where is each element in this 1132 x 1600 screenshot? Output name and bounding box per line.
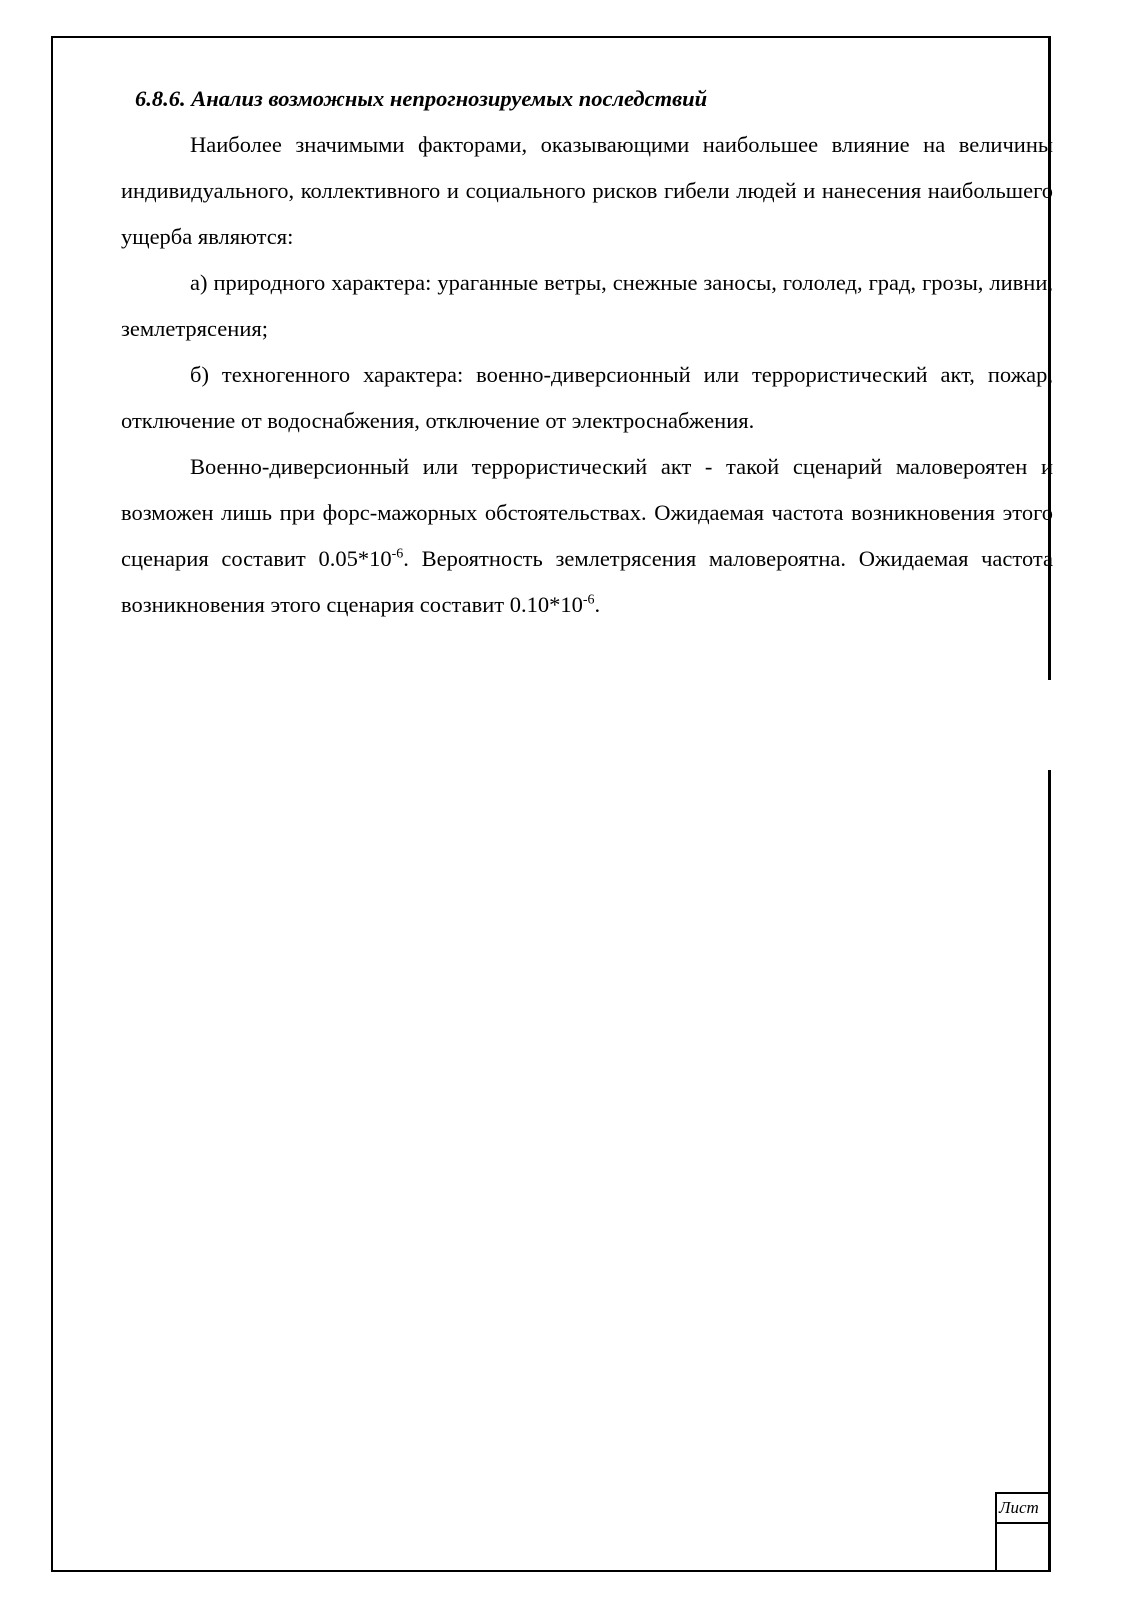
probability-text-1: Военно-диверсионный или террористический акт - такой сценарий маловероятен и возможен лишь при форс-мажорных обстоятельствах. Ожидаемая частота возникновения этого сценария составит 0.05*10: [121, 454, 1053, 571]
paragraph-technogenic: б) техногенного характера: военно-диверсионный или террористический акт, пожар, отключение от водоснабжения, отключение от электроснабжения.: [121, 362, 1053, 433]
paragraph-natural: а) природного характера: ураганные ветры, снежные заносы, гололед, град, грозы, ливни, землетрясения;: [121, 270, 1053, 341]
exponent-1: -6: [391, 546, 404, 562]
paragraph-probability: [121, 444, 1053, 628]
exponent-2: -6: [582, 592, 595, 608]
section-heading: 6.8.6. Анализ возможных непрогнозируемых последствий: [135, 86, 708, 111]
probability-text-2: . Вероятность землетрясения маловероятна. Ожидаемая частота возникновения этого сценария составит 0.10*10: [121, 546, 1053, 617]
document-body: [121, 76, 1053, 628]
sheet-stamp: [995, 1492, 1050, 1572]
page-frame-right-lower: [1048, 770, 1051, 1572]
probability-text-3: .: [594, 592, 601, 617]
paragraph-factors: Наиболее значимыми факторами, оказывающими наибольшее влияние на величины индивидуального, коллективного и социального рисков гибели людей и нанесения наибольшего ущерба являются:: [121, 132, 1053, 249]
sheet-label: Лист: [997, 1494, 1050, 1524]
